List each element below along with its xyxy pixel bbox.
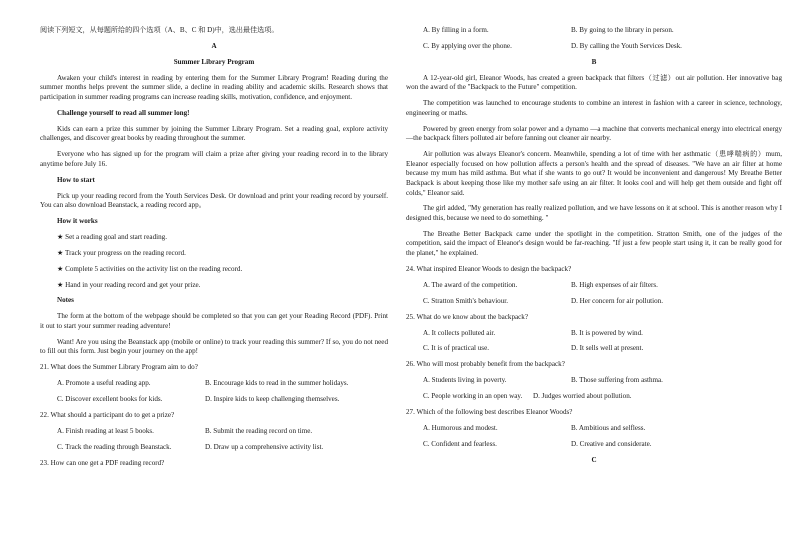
question-21-options (40, 379, 388, 389)
option-d: D. Her concern for air pollution. (571, 296, 663, 305)
passage-b-paragraph: Air pollution was always Eleanor's concern. Meanwhile, spending a lot of time with her asthmatic（患哮喘病的）mum, Eleanor especially focused on how pollution affects a person's health and the spread of diseases. "We have an air filter at home because my mum has mild asthma. But what if she wants to go out? It would be inconvenient and dangerous! My Breathe Better Backpack is about keeping those like my mother safe using an air filter. It looks cool and will help get them outside and fight off colds," Eleanor said. (406, 150, 782, 197)
option-c: C. People working in an open way. (423, 392, 523, 401)
option-a: A. The award of the competition. (423, 280, 518, 289)
passage-a-paragraph: Want! Are you using the Beanstack app (mobile or online) to track your reading this summer? If so, you do not need to fill out this form. Just begin your journey on the app! (40, 337, 388, 356)
option-c: C. It is of practical use. (423, 344, 489, 353)
option-a: A. Promote a useful reading app. (57, 379, 151, 388)
option-c: C. By applying over the phone. (423, 41, 512, 50)
question-25-options (406, 329, 782, 339)
question-22-options (40, 427, 388, 437)
option-d: D. Draw up a comprehensive activity list. (205, 442, 324, 451)
passage-a-title: Summer Library Program (173, 57, 255, 66)
question-26: 26. Who will most probably benefit from the backpack? (406, 360, 565, 369)
option-a: A. It collects polluted air. (423, 328, 496, 337)
option-c: C. Confident and fearless. (423, 439, 497, 448)
instructions: 阅读下列短文，从每题所给的四个选项（A、B、C 和 D)中，选出最佳选项。 (40, 26, 279, 34)
step-item: ★ Track your progress on the reading record. (57, 248, 186, 257)
question-25-options (406, 344, 782, 354)
passage-b-paragraph: Powered by green energy from solar power and a dynamo —a machine that converts mechanical energy into electrical energy—the backpack filters polluted air before fanning out cleaner air nearby. (406, 124, 782, 143)
step-item: ★ Set a reading goal and start reading. (57, 232, 167, 241)
passage-a-paragraph: Everyone who has signed up for the program will claim a prize after giving your reading record in to the library anytime before July 16. (40, 150, 388, 168)
option-b: B. High expenses of air filters. (571, 280, 658, 289)
question-24-options (406, 281, 782, 291)
option-a: A. Students living in poverty. (423, 376, 507, 385)
question-22: 22. What should a participant do to get a prize? (40, 410, 175, 419)
option-d: D. Inspire kids to keep challenging themselves. (205, 395, 340, 404)
section-b-letter: B (591, 57, 597, 66)
passage-a-heading: Notes (57, 296, 74, 305)
passage-b-paragraph: The girl added, "My generation has really realized pollution, and we have lessons on it at school. This is another reason why I designed this, because we need to do something. " (406, 204, 782, 222)
option-b: B. Submit the reading record on time. (205, 426, 313, 435)
passage-b-paragraph: A 12-year-old girl, Eleanor Woods, has created a green backpack that filters（过滤）out air pollution. Her innovative bag won the award of the "Backpack to the Future" competition. (406, 73, 782, 92)
question-22-options (40, 443, 388, 453)
question-21-options (40, 395, 388, 405)
section-c-letter: C (591, 455, 597, 464)
step-item: ★ Complete 5 activities on the activity list on the reading record. (57, 264, 243, 273)
option-a: A. Humorous and modest. (423, 423, 498, 432)
option-c: C. Stratton Smith's behaviour. (423, 296, 509, 305)
question-23-options (406, 26, 782, 36)
section-a-letter: A (211, 41, 217, 50)
option-b: B. By going to the library in person. (571, 26, 674, 34)
passage-a-heading: Challenge yourself to read all summer long! (57, 108, 190, 117)
option-b: B. It is powered by wind. (571, 328, 643, 337)
question-27-options (406, 440, 782, 450)
question-24-options (406, 297, 782, 307)
question-23-options (406, 42, 782, 52)
option-b: B. Encourage kids to read in the summer holidays. (205, 379, 349, 388)
option-a: A. Finish reading at least 5 books. (57, 426, 154, 435)
option-b: B. Ambitious and selfless. (571, 423, 646, 432)
passage-a-paragraph: Awaken your child's interest in reading by entering them for the Summer Library Program! Reading during the summer months helps prevent the summer slide, a decline in reading ability and academic skills. Research shows that participation in summer reading programs can increase reading skills, motivation, confidence, and enjoyment. (40, 73, 388, 101)
option-c: C. Discover excellent books for kids. (57, 395, 163, 404)
question-27: 27. Which of the following best describes Eleanor Woods? (406, 407, 573, 416)
passage-a-paragraph: Kids can earn a prize this summer by joining the Summer Library Program. Set a reading goal, explore activity challenges, and discover great books by reading throughout the summer. (40, 124, 388, 143)
right-column (406, 26, 782, 472)
passage-a-heading: How to start (57, 175, 95, 184)
question-24: 24. What inspired Eleanor Woods to design the backpack? (406, 264, 572, 273)
passage-b-paragraph: The competition was launched to encourage students to combine an interest in fashion with a career in science, technology, engineering or maths. (406, 99, 782, 117)
left-column (40, 26, 388, 475)
option-d: D. By calling the Youth Services Desk. (571, 41, 682, 50)
option-d: D. Creative and considerate. (571, 439, 652, 448)
question-27-options (406, 424, 782, 434)
question-26-options (406, 376, 782, 386)
question-23: 23. How can one get a PDF reading record? (40, 458, 165, 467)
passage-a-heading: How it works (57, 216, 98, 225)
question-21: 21. What does the Summer Library Program aim to do? (40, 363, 198, 372)
question-25: 25. What do we know about the backpack? (406, 312, 528, 321)
option-c: C. Track the reading through Beanstack. (57, 442, 172, 451)
passage-b-paragraph: The Breathe Better Backpack came under the spotlight in the competition. Stratton Smith, one of the judges of the competition, said the impact of Eleanor's design would be far-reaching. "If just a few people start using it, it can be really good for the planet," he explained. (406, 229, 782, 258)
option-b: B. Those suffering from asthma. (571, 376, 663, 385)
option-d: D. It sells well at present. (571, 344, 644, 353)
option-d: D. Judges worried about pollution. (533, 392, 632, 401)
question-26-options (406, 392, 782, 402)
step-item: ★ Hand in your reading record and get your prize. (57, 280, 201, 289)
option-a: A. By filling in a form. (423, 26, 489, 34)
passage-a-paragraph: The form at the bottom of the webpage should be completed so that you can get your Reading Record (PDF). Print it out to start your summer reading adventure! (40, 312, 388, 330)
passage-a-paragraph: Pick up your reading record from the Youth Services Desk. Or download and print your reading record by yourself. You can also download Beanstack, a reading record app。 (40, 191, 388, 210)
